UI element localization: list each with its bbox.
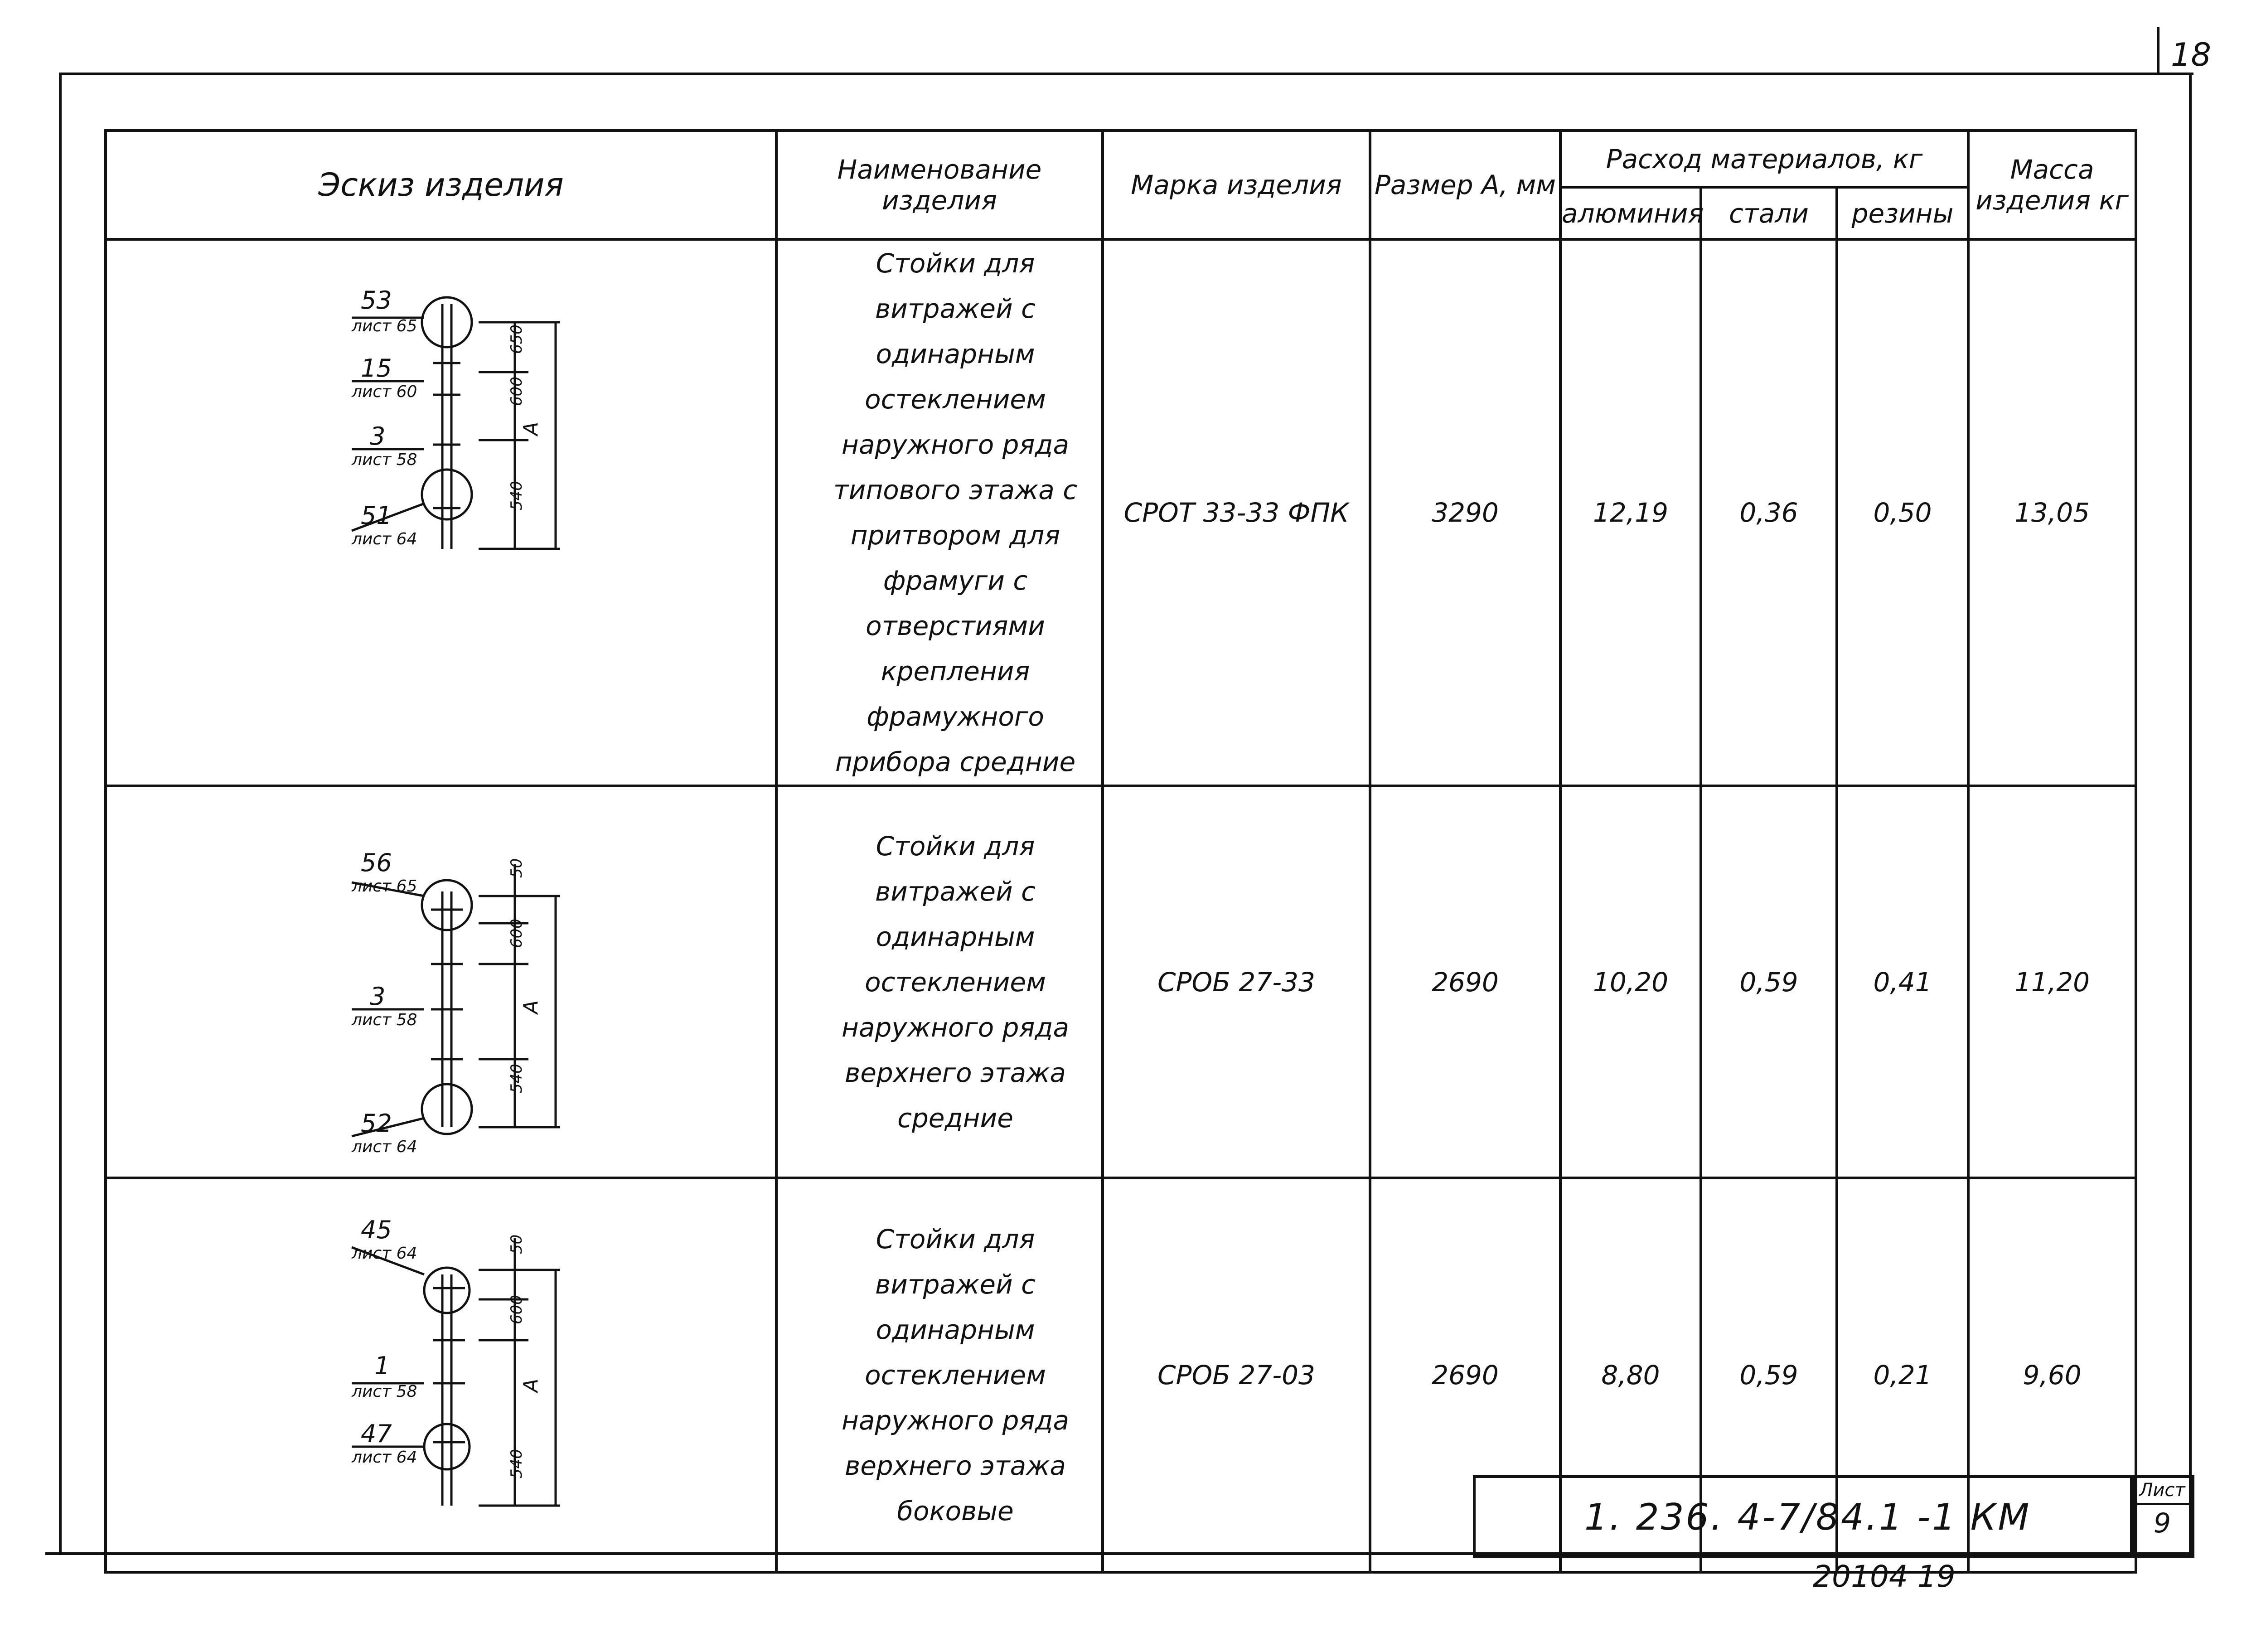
document-code: 1. 236. 4-7/84.1 -1 КМ bbox=[1584, 1496, 2031, 1538]
callout-sheet: лист 60 bbox=[352, 383, 417, 401]
callout-num: 53 bbox=[361, 286, 392, 315]
header-size: Размер А, мм bbox=[1370, 131, 1560, 239]
callout-sheet: лист 64 bbox=[352, 1138, 417, 1156]
header-aluminum: алюминия bbox=[1560, 187, 1701, 239]
title-stamp bbox=[1473, 1475, 2135, 1558]
header-steel: стали bbox=[1701, 187, 1837, 239]
row-size: 2690 bbox=[1370, 786, 1560, 1178]
row-steel: 0,59 bbox=[1701, 1178, 1837, 1572]
dim-label: 600 bbox=[508, 377, 526, 406]
row-steel: 0,59 bbox=[1701, 786, 1837, 1178]
row-mass: 9,60 bbox=[1968, 1178, 2136, 1572]
header-mass: Масса изделия кг bbox=[1968, 131, 2136, 239]
spec-table bbox=[104, 129, 2137, 1574]
callout-sheet: лист 58 bbox=[352, 451, 417, 469]
row-mark: СРОБ 27-03 bbox=[1103, 1178, 1370, 1572]
row-aluminum: 12,19 bbox=[1560, 239, 1701, 786]
callout-sheet: лист 65 bbox=[352, 877, 417, 896]
sheet-number: 9 bbox=[2153, 1507, 2171, 1539]
frame-top-line bbox=[59, 73, 2193, 75]
header-mark: Марка изделия bbox=[1103, 131, 1370, 239]
callout-sheet: лист 64 bbox=[352, 1244, 417, 1263]
row-size: 2690 bbox=[1370, 1178, 1560, 1572]
callout-num: 51 bbox=[361, 501, 392, 530]
dim-letter: А bbox=[519, 1378, 542, 1392]
callout-sheet: лист 58 bbox=[352, 1382, 417, 1401]
dim-label: 540 bbox=[508, 1449, 526, 1478]
sketch-cell-2 bbox=[106, 786, 776, 1178]
row-mark: СРОБ 27-33 bbox=[1103, 786, 1370, 1178]
callout-num: 3 bbox=[370, 982, 386, 1011]
header-rubber: резины bbox=[1837, 187, 1968, 239]
archive-number: 20104 19 bbox=[1813, 1559, 1956, 1594]
corner-tick bbox=[2157, 27, 2159, 75]
callout-num: 52 bbox=[361, 1109, 392, 1138]
row-rubber: 0,41 bbox=[1837, 786, 1968, 1178]
dim-label: 600 bbox=[508, 919, 526, 948]
frame-left-line bbox=[59, 73, 62, 1555]
header-materials: Расход материалов, кг bbox=[1560, 131, 1968, 187]
callout-sheet: лист 58 bbox=[352, 1011, 417, 1029]
sketch-drawing-3 bbox=[107, 1179, 778, 1574]
row-steel: 0,36 bbox=[1701, 239, 1837, 786]
callout-num: 1 bbox=[374, 1352, 390, 1380]
row-rubber: 0,50 bbox=[1837, 239, 1968, 786]
row-mass: 13,05 bbox=[1968, 239, 2136, 786]
frame-right-line bbox=[2189, 73, 2192, 1555]
header-sketch: Эскиз изделия bbox=[106, 131, 776, 239]
callout-num: 56 bbox=[361, 848, 392, 877]
table-row bbox=[106, 239, 2136, 786]
row-aluminum: 10,20 bbox=[1560, 786, 1701, 1178]
dim-letter: А bbox=[519, 421, 542, 436]
table-row bbox=[106, 786, 2136, 1178]
sketch-cell-1 bbox=[106, 239, 776, 786]
dim-label: 540 bbox=[508, 481, 526, 510]
row-name: Стойки для витражей с одинарным остеклением наружного ряда типового этажа с притвором для фрамуги с отверстиями крепления фрамужного прибора средние bbox=[776, 239, 1103, 786]
row-aluminum: 8,80 bbox=[1560, 1178, 1701, 1572]
dim-label: 540 bbox=[508, 1064, 526, 1093]
dim-label: 650 bbox=[508, 325, 526, 354]
row-name: Стойки для витражей с одинарным остеклением наружного ряда верхнего этажа средние bbox=[776, 786, 1103, 1178]
dim-label: 600 bbox=[508, 1295, 526, 1324]
callout-sheet: лист 65 bbox=[352, 317, 417, 335]
row-mass: 11,20 bbox=[1968, 786, 2136, 1178]
callout-num: 15 bbox=[361, 354, 392, 383]
sketch-drawing-1 bbox=[107, 241, 778, 635]
sheet-box bbox=[2130, 1475, 2194, 1558]
sheet-label: Лист bbox=[2133, 1478, 2192, 1505]
row-rubber: 0,21 bbox=[1837, 1178, 1968, 1572]
callout-num: 3 bbox=[370, 422, 386, 451]
row-mark: СРОТ 33-33 ФПК bbox=[1103, 239, 1370, 786]
header-name: Наименование изделия bbox=[776, 131, 1103, 239]
sketch-cell-3 bbox=[106, 1178, 776, 1572]
dim-label: 50 bbox=[508, 858, 526, 878]
row-size: 3290 bbox=[1370, 239, 1560, 786]
sketch-drawing-2 bbox=[107, 787, 778, 1179]
dim-letter: А bbox=[519, 1000, 542, 1014]
page-number: 18 bbox=[2171, 36, 2212, 73]
callout-num: 47 bbox=[361, 1419, 392, 1448]
callout-sheet: лист 64 bbox=[352, 530, 417, 548]
row-name: Стойки для витражей с одинарным остеклением наружного ряда верхнего этажа боковые bbox=[776, 1178, 1103, 1572]
callout-num: 45 bbox=[361, 1216, 392, 1244]
callout-sheet: лист 64 bbox=[352, 1448, 417, 1467]
dim-label: 50 bbox=[508, 1234, 526, 1254]
